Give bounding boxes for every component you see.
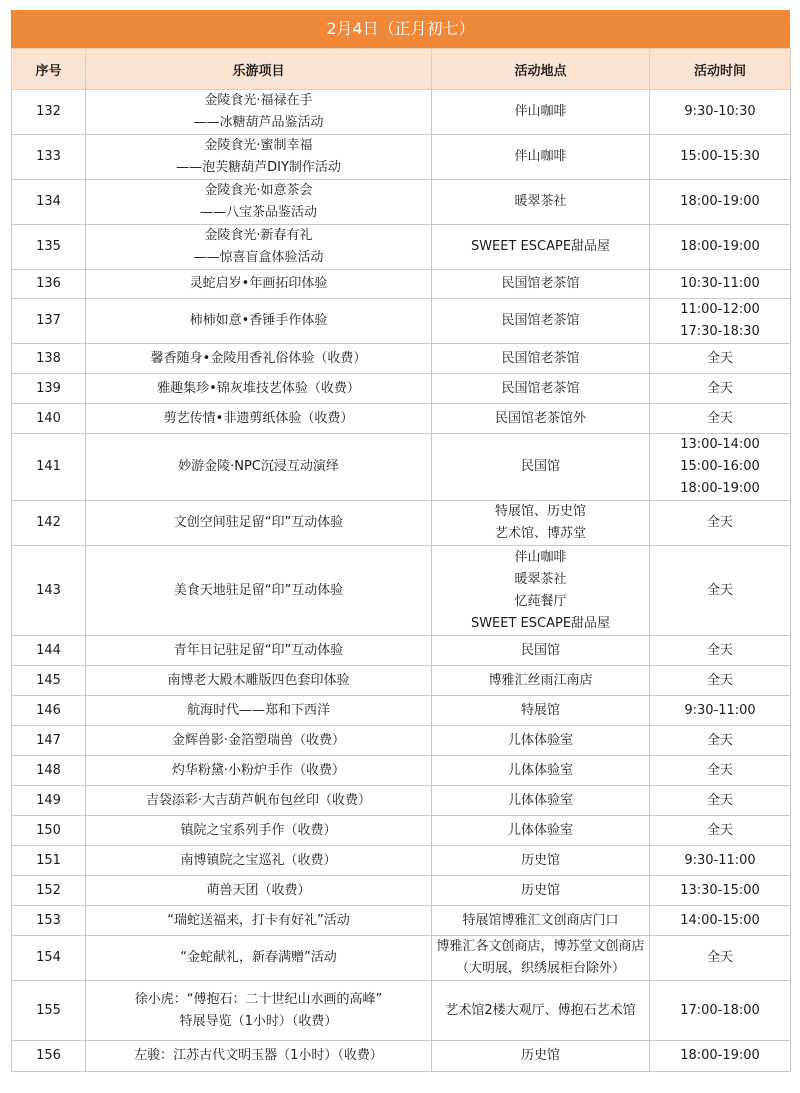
time-cell-line: 全天	[706, 380, 733, 396]
header-location: 活动地点	[432, 49, 650, 90]
project-cell-line: 青年日记驻足留“印”互动体验	[173, 642, 344, 658]
time-cell-line: 18:00-19:00	[680, 239, 760, 254]
row-number: 136	[12, 270, 86, 299]
table-row	[12, 936, 791, 981]
date-title: 2月4日（正月初七）	[11, 10, 790, 48]
row-number: 152	[12, 876, 86, 906]
project-cell	[86, 756, 432, 786]
table-row	[12, 374, 791, 404]
location-cell-line: 儿体体验室	[507, 762, 573, 778]
location-cell-line: 民国馆老茶馆外	[494, 410, 586, 426]
time-cell-line: 18:00-19:00	[680, 194, 760, 209]
location-cell-line: 民国馆	[520, 642, 560, 658]
table-row	[12, 726, 791, 756]
time-cell	[650, 636, 791, 666]
location-cell	[432, 225, 650, 270]
row-number: 143	[12, 546, 86, 636]
time-cell-line: 全天	[706, 350, 733, 366]
time-cell	[650, 546, 791, 636]
row-number: 155	[12, 981, 86, 1041]
location-cell-line: 历史馆	[520, 1048, 560, 1063]
table-row	[12, 1041, 791, 1072]
table-row	[12, 666, 791, 696]
time-cell-line: 13:30-15:00	[680, 882, 760, 898]
activity-table	[11, 48, 791, 1072]
location-cell-line: 伴山咖啡	[514, 104, 567, 119]
project-cell	[86, 936, 432, 981]
location-cell	[432, 906, 650, 936]
table-header-row	[12, 49, 791, 90]
project-cell-line: 灼华粉黛·小粉炉手作（收费）	[171, 762, 346, 778]
header-no: 序号	[12, 49, 86, 90]
project-cell	[86, 636, 432, 666]
time-cell	[650, 756, 791, 786]
location-cell-line: 博雅汇丝雨江南店	[488, 672, 593, 688]
location-cell-line: 民国馆	[520, 459, 560, 474]
time-cell-line: 9:30-10:30	[684, 104, 756, 119]
location-cell	[432, 636, 650, 666]
location-cell-line: 民国馆老茶馆	[501, 380, 580, 396]
time-cell-line: 10:30-11:00	[680, 276, 760, 291]
time-cell	[650, 726, 791, 756]
time-cell-line: 全天	[706, 515, 733, 530]
row-number: 146	[12, 696, 86, 726]
table-row	[12, 906, 791, 936]
time-cell-line: 全天	[706, 822, 733, 838]
table-row	[12, 756, 791, 786]
location-cell	[432, 374, 650, 404]
table-row	[12, 876, 791, 906]
time-cell-line: 全天	[706, 792, 733, 808]
row-number: 134	[12, 180, 86, 225]
table-row	[12, 981, 791, 1041]
project-cell	[86, 981, 432, 1041]
location-cell-line: 历史馆	[520, 882, 560, 898]
time-cell-line: 18:00-19:00	[680, 1048, 760, 1063]
project-cell-line: 航海时代——郑和下西洋	[186, 702, 330, 718]
row-number: 135	[12, 225, 86, 270]
table-row	[12, 270, 791, 299]
location-cell	[432, 90, 650, 135]
time-cell	[650, 501, 791, 546]
location-cell-line: 艺术馆2楼大观厅、傅抱石艺术馆	[445, 1002, 636, 1018]
time-cell	[650, 90, 791, 135]
project-cell	[86, 666, 432, 696]
project-cell	[86, 786, 432, 816]
project-cell-line: 徐小虎：“傅抱石：二十世纪山水画的高峰”	[134, 991, 383, 1007]
time-cell-line: 全天	[706, 762, 733, 778]
location-cell	[432, 846, 650, 876]
time-cell	[650, 816, 791, 846]
project-cell	[86, 180, 432, 225]
location-cell	[432, 344, 650, 374]
table-row	[12, 546, 791, 636]
project-cell-line: 馨香随身•金陵用香礼俗体验（收费）	[150, 350, 367, 366]
time-cell-line: 13:00-14:00	[680, 437, 760, 452]
location-cell	[432, 726, 650, 756]
row-number: 150	[12, 816, 86, 846]
time-cell-line: 14:00-15:00	[680, 912, 760, 928]
location-cell-line: 民国馆老茶馆	[501, 313, 580, 328]
time-cell-line: 15:00-15:30	[680, 149, 760, 164]
time-cell-line: 全天	[706, 582, 733, 598]
project-cell-line: 文创空间驻足留“印”互动体验	[173, 515, 344, 530]
table-row	[12, 434, 791, 501]
row-number: 132	[12, 90, 86, 135]
time-cell	[650, 696, 791, 726]
table-row	[12, 501, 791, 546]
time-cell-line: 全天	[706, 732, 733, 748]
time-cell	[650, 906, 791, 936]
row-number: 149	[12, 786, 86, 816]
project-cell-line: 金辉兽影·金箔塑瑞兽（收费）	[171, 732, 346, 748]
project-cell	[86, 404, 432, 434]
time-cell-line: 9:30-11:00	[684, 702, 756, 718]
project-cell	[86, 501, 432, 546]
location-cell-line: 特展馆	[520, 702, 560, 718]
location-cell-line: 民国馆老茶馆	[501, 276, 580, 291]
location-cell	[432, 546, 650, 636]
time-cell-line: 18:00-19:00	[680, 481, 760, 496]
row-number: 133	[12, 135, 86, 180]
time-cell-line: 17:00-18:00	[680, 1002, 760, 1018]
project-cell-line: “金蛇献礼，新春满赠”活动	[180, 950, 337, 965]
row-number: 137	[12, 299, 86, 344]
row-number: 138	[12, 344, 86, 374]
schedule-sheet	[11, 10, 790, 1072]
location-cell-line: SWEET ESCAPE甜品屋	[470, 239, 611, 254]
table-row	[12, 636, 791, 666]
project-cell	[86, 90, 432, 135]
time-cell	[650, 666, 791, 696]
location-cell	[432, 696, 650, 726]
header-time: 活动时间	[650, 49, 791, 90]
project-cell	[86, 299, 432, 344]
location-cell	[432, 434, 650, 501]
project-cell	[86, 696, 432, 726]
row-number: 140	[12, 404, 86, 434]
row-number: 156	[12, 1041, 86, 1072]
project-cell	[86, 374, 432, 404]
row-number: 148	[12, 756, 86, 786]
time-cell	[650, 936, 791, 981]
time-cell	[650, 404, 791, 434]
location-cell	[432, 756, 650, 786]
location-cell-line: 伴山咖啡	[514, 149, 567, 164]
table-row	[12, 225, 791, 270]
project-cell-line: 美食天地驻足留“印”互动体验	[173, 582, 344, 598]
location-cell-line: 民国馆老茶馆	[501, 350, 580, 366]
location-cell	[432, 135, 650, 180]
project-cell-line: 柿柿如意•香锤手作体验	[189, 313, 328, 328]
location-cell	[432, 270, 650, 299]
project-cell-line: ——八宝茶品鉴活动	[199, 205, 317, 220]
project-cell-line: 雅趣集珍•锦灰堆技艺体验（收费）	[157, 380, 360, 396]
table-row	[12, 816, 791, 846]
location-cell	[432, 816, 650, 846]
project-cell-line: 镇院之宝系列手作（收费）	[180, 822, 337, 838]
location-cell-line: 儿体体验室	[507, 732, 573, 748]
row-number: 154	[12, 936, 86, 981]
location-cell	[432, 936, 650, 981]
time-cell	[650, 299, 791, 344]
project-cell	[86, 816, 432, 846]
row-number: 141	[12, 434, 86, 501]
location-cell-line: 儿体体验室	[507, 822, 573, 838]
project-cell-line: 萌兽天团（收费）	[206, 882, 311, 898]
location-cell-line: 伴山咖啡	[514, 549, 567, 565]
time-cell-line: 全天	[706, 410, 733, 426]
location-cell-line: 艺术馆、博苏堂	[494, 526, 586, 541]
time-cell-line: 17:30-18:30	[680, 324, 760, 339]
location-cell	[432, 981, 650, 1041]
time-cell	[650, 434, 791, 501]
time-cell-line: 全天	[706, 950, 733, 965]
location-cell	[432, 786, 650, 816]
project-cell-line: 特展导览（1小时）（收费）	[179, 1013, 338, 1029]
time-cell	[650, 225, 791, 270]
time-cell-line: 全天	[706, 642, 733, 658]
time-cell	[650, 135, 791, 180]
location-cell-line: 暖翠茶社	[514, 194, 567, 209]
row-number: 145	[12, 666, 86, 696]
project-cell-line: 金陵食光·如意茶会	[204, 183, 313, 198]
table-row	[12, 344, 791, 374]
project-cell	[86, 434, 432, 501]
table-row	[12, 90, 791, 135]
location-cell	[432, 180, 650, 225]
table-row	[12, 696, 791, 726]
location-cell-line: 儿体体验室	[507, 792, 573, 808]
table-row	[12, 299, 791, 344]
project-cell-line: 金陵食光·新春有礼	[204, 228, 313, 243]
time-cell	[650, 374, 791, 404]
time-cell	[650, 846, 791, 876]
time-cell	[650, 981, 791, 1041]
table-row	[12, 180, 791, 225]
row-number: 151	[12, 846, 86, 876]
table-row	[12, 135, 791, 180]
project-cell	[86, 1041, 432, 1072]
row-number: 142	[12, 501, 86, 546]
location-cell	[432, 501, 650, 546]
project-cell-line: 灵蛇启岁•年画拓印体验	[189, 276, 328, 291]
project-cell-line: 南博老大殿木雕版四色套印体验	[167, 672, 350, 688]
location-cell-line: SWEET ESCAPE甜品屋	[470, 615, 611, 631]
project-cell	[86, 135, 432, 180]
project-cell-line: ——冰糖葫芦品鉴活动	[193, 115, 324, 130]
location-cell	[432, 299, 650, 344]
time-cell-line: 11:00-12:00	[680, 302, 760, 317]
location-cell	[432, 876, 650, 906]
table-body	[12, 90, 791, 1072]
project-cell-line: 南博镇院之宝巡礼（收费）	[180, 852, 337, 868]
project-cell-line: 金陵食光·蜜制幸福	[204, 138, 313, 153]
time-cell	[650, 786, 791, 816]
header-project: 乐游项目	[86, 49, 432, 90]
time-cell-line: 9:30-11:00	[684, 852, 756, 868]
project-cell	[86, 876, 432, 906]
project-cell-line: ——惊喜盲盒体验活动	[193, 250, 324, 265]
project-cell-line: 左骏：江苏古代文明玉器（1小时）（收费）	[134, 1048, 383, 1063]
project-cell-line: 妙游金陵·NPC沉浸互动演绎	[178, 459, 339, 474]
location-cell	[432, 1041, 650, 1072]
project-cell-line: ——泡芙糖葫芦DIY制作活动	[176, 160, 341, 175]
location-cell-line: 特展馆、历史馆	[494, 504, 586, 519]
project-cell	[86, 546, 432, 636]
project-cell	[86, 344, 432, 374]
project-cell	[86, 846, 432, 876]
location-cell-line: 历史馆	[520, 852, 560, 868]
project-cell-line: 金陵食光·福禄在手	[204, 93, 313, 108]
time-cell	[650, 270, 791, 299]
project-cell-line: 剪艺传情•非遗剪纸体验（收费）	[163, 410, 354, 426]
time-cell	[650, 344, 791, 374]
location-cell-line: （大明展，织绣展柜台除外）	[455, 961, 625, 976]
project-cell-line: “瑞蛇送福来，打卡有好礼”活动	[167, 912, 350, 928]
project-cell	[86, 726, 432, 756]
time-cell-line: 全天	[706, 672, 733, 688]
time-cell	[650, 180, 791, 225]
row-number: 144	[12, 636, 86, 666]
project-cell-line: 吉袋添彩·大吉葫芦帆布包丝印（收费）	[145, 792, 372, 808]
row-number: 139	[12, 374, 86, 404]
time-cell	[650, 876, 791, 906]
location-cell	[432, 404, 650, 434]
row-number: 147	[12, 726, 86, 756]
location-cell	[432, 666, 650, 696]
project-cell	[86, 225, 432, 270]
location-cell-line: 忆莼餐厅	[514, 593, 567, 609]
location-cell-line: 暖翠茶社	[514, 571, 567, 587]
table-row	[12, 786, 791, 816]
location-cell-line: 博雅汇各文创商店，博苏堂文创商店	[436, 939, 645, 954]
location-cell-line: 特展馆博雅汇文创商店门口	[462, 912, 619, 928]
project-cell	[86, 270, 432, 299]
row-number: 153	[12, 906, 86, 936]
table-row	[12, 846, 791, 876]
time-cell	[650, 1041, 791, 1072]
project-cell	[86, 906, 432, 936]
time-cell-line: 15:00-16:00	[680, 459, 760, 474]
table-row	[12, 404, 791, 434]
